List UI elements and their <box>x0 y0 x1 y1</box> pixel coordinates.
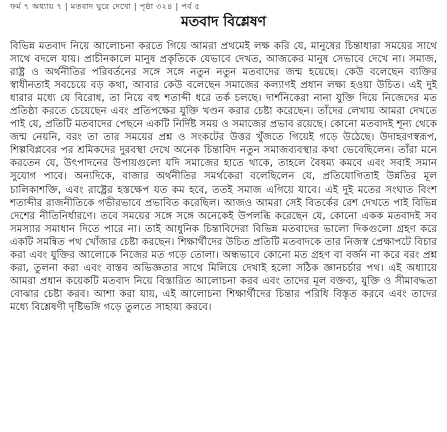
page-header-breadcrumb: ফর্ম ৭ অধ্যায় ৭ | মতবাদ ঘুরে দেখো | পৃষ্ঠা ৩২৪ | পর্ব ৫ <box>10 2 201 11</box>
article-body-paragraph: বিভিন্ন মতবাদ নিয়ে আলোচনা করতে গিয়ে আমরা প্রথমেই লক্ষ করি যে, মানুষের চিন্তাধারা সময়ের সাথে সাথে বদলে যায়। প্রাচীনকালে মানুষ প্রকৃতিকে যেভাবে দেখত, আজকের মানুষ সেভাবে দেখে না। সমাজ, রাষ্ট্র ও অর্থনীতির পরিবর্তনের সঙ্গে সঙ্গে নতুন নতুন মতবাদের জন্ম হয়েছে। কেউ বলেছেন ব্যক্তির স্বাধীনতাই সবচেয়ে বড় কথা, আবার কেউ বলেছেন সমাজের কল্যাণই প্রধান লক্ষ্য হওয়া উচিত। এই দুই ধারার মধ্যে যে বিরোধ, তা নিয়ে বহু শতাব্দী ধরে তর্ক চলছে। দার্শনিকেরা নানা যুক্তি দিয়ে নিজেদের মত প্রতিষ্ঠা করতে চেয়েছেন এবং প্রতিপক্ষের যুক্তি খণ্ডন করার চেষ্টা করেছেন। তাঁদের লেখায় আমরা দেখতে পাই যে, প্রতিটি মতবাদের পেছনে একটি নির্দিষ্ট সময় ও সমাজের প্রভাব রয়েছে। কোনো মতবাদই শূন্য থেকে জন্ম নেয়নি, বরং তা তার সময়ের প্রশ্ন ও সংকটের উত্তর খুঁজতে গিয়েই গড়ে উঠেছে। উদাহরণস্বরূপ, শিল্পবিপ্লবের পর শ্রমিকদের দুরবস্থা দেখে অনেক চিন্তাবিদ নতুন সমাজব্যবস্থার কথা ভেবেছিলেন। তাঁরা মনে করতেন যে, উৎপাদনের উপায়গুলো যদি সমাজের হাতে থাকে, তাহলে বৈষম্য কমবে এবং সবাই সমান সুযোগ পাবে। অন্যদিকে, বাজার অর্থনীতির সমর্থকেরা বলেছিলেন যে, প্রতিযোগিতাই উন্নতির মূল চালিকাশক্তি, এবং রাষ্ট্রের হস্তক্ষেপ যত কম হবে, ততই সমাজ এগিয়ে যাবে। এই দুই মতের সংঘাত বিংশ শতাব্দীর রাজনীতিকে গভীরভাবে প্রভাবিত করেছিল। আজও আমরা সেই বিতর্কের রেশ দেখতে পাই বিভিন্ন দেশের নীতিনির্ধারণে। তবে সময়ের সঙ্গে সঙ্গে অনেকেই উপলব্ধি করেছেন যে, কোনো একক মতবাদই সব সমস্যার সমাধান দিতে পারে না। তাই আধুনিক চিন্তাবিদেরা বিভিন্ন মতবাদের ভালো দিকগুলো গ্রহণ করে একটি সমন্বিত পথ খোঁজার চেষ্টা করছেন। শিক্ষার্থীদের উচিত প্রতিটি মতবাদকে তার নিজস্ব প্রেক্ষাপটে বিচার করা এবং যুক্তির আলোকে নিজের মত গড়ে তোলা। অন্ধভাবে কোনো মত গ্রহণ বা বর্জন না করে বরং প্রশ্ন করা, তুলনা করা এবং বাস্তব অভিজ্ঞতার সাথে মিলিয়ে দেখাই হলো সঠিক জ্ঞানচর্চার পথ। এই অধ্যায়ে আমরা প্রধান কয়েকটি মতবাদ নিয়ে বিস্তারিত আলোচনা করব এবং তাদের মূল বক্তব্য, যুক্তি ও সীমাবদ্ধতা বোঝার চেষ্টা করব। আশা করা যায়, এই আলোচনা শিক্ষার্থীদের চিন্তার পরিধি বিস্তৃত করবে এবং তাদের মধ্যে বিশ্লেষণী দৃষ্টিভঙ্গি গড়ে তুলতে সাহায্য করবে। <box>10 41 437 313</box>
page-title: মতবাদ বিশ্লেষণ <box>180 14 267 30</box>
